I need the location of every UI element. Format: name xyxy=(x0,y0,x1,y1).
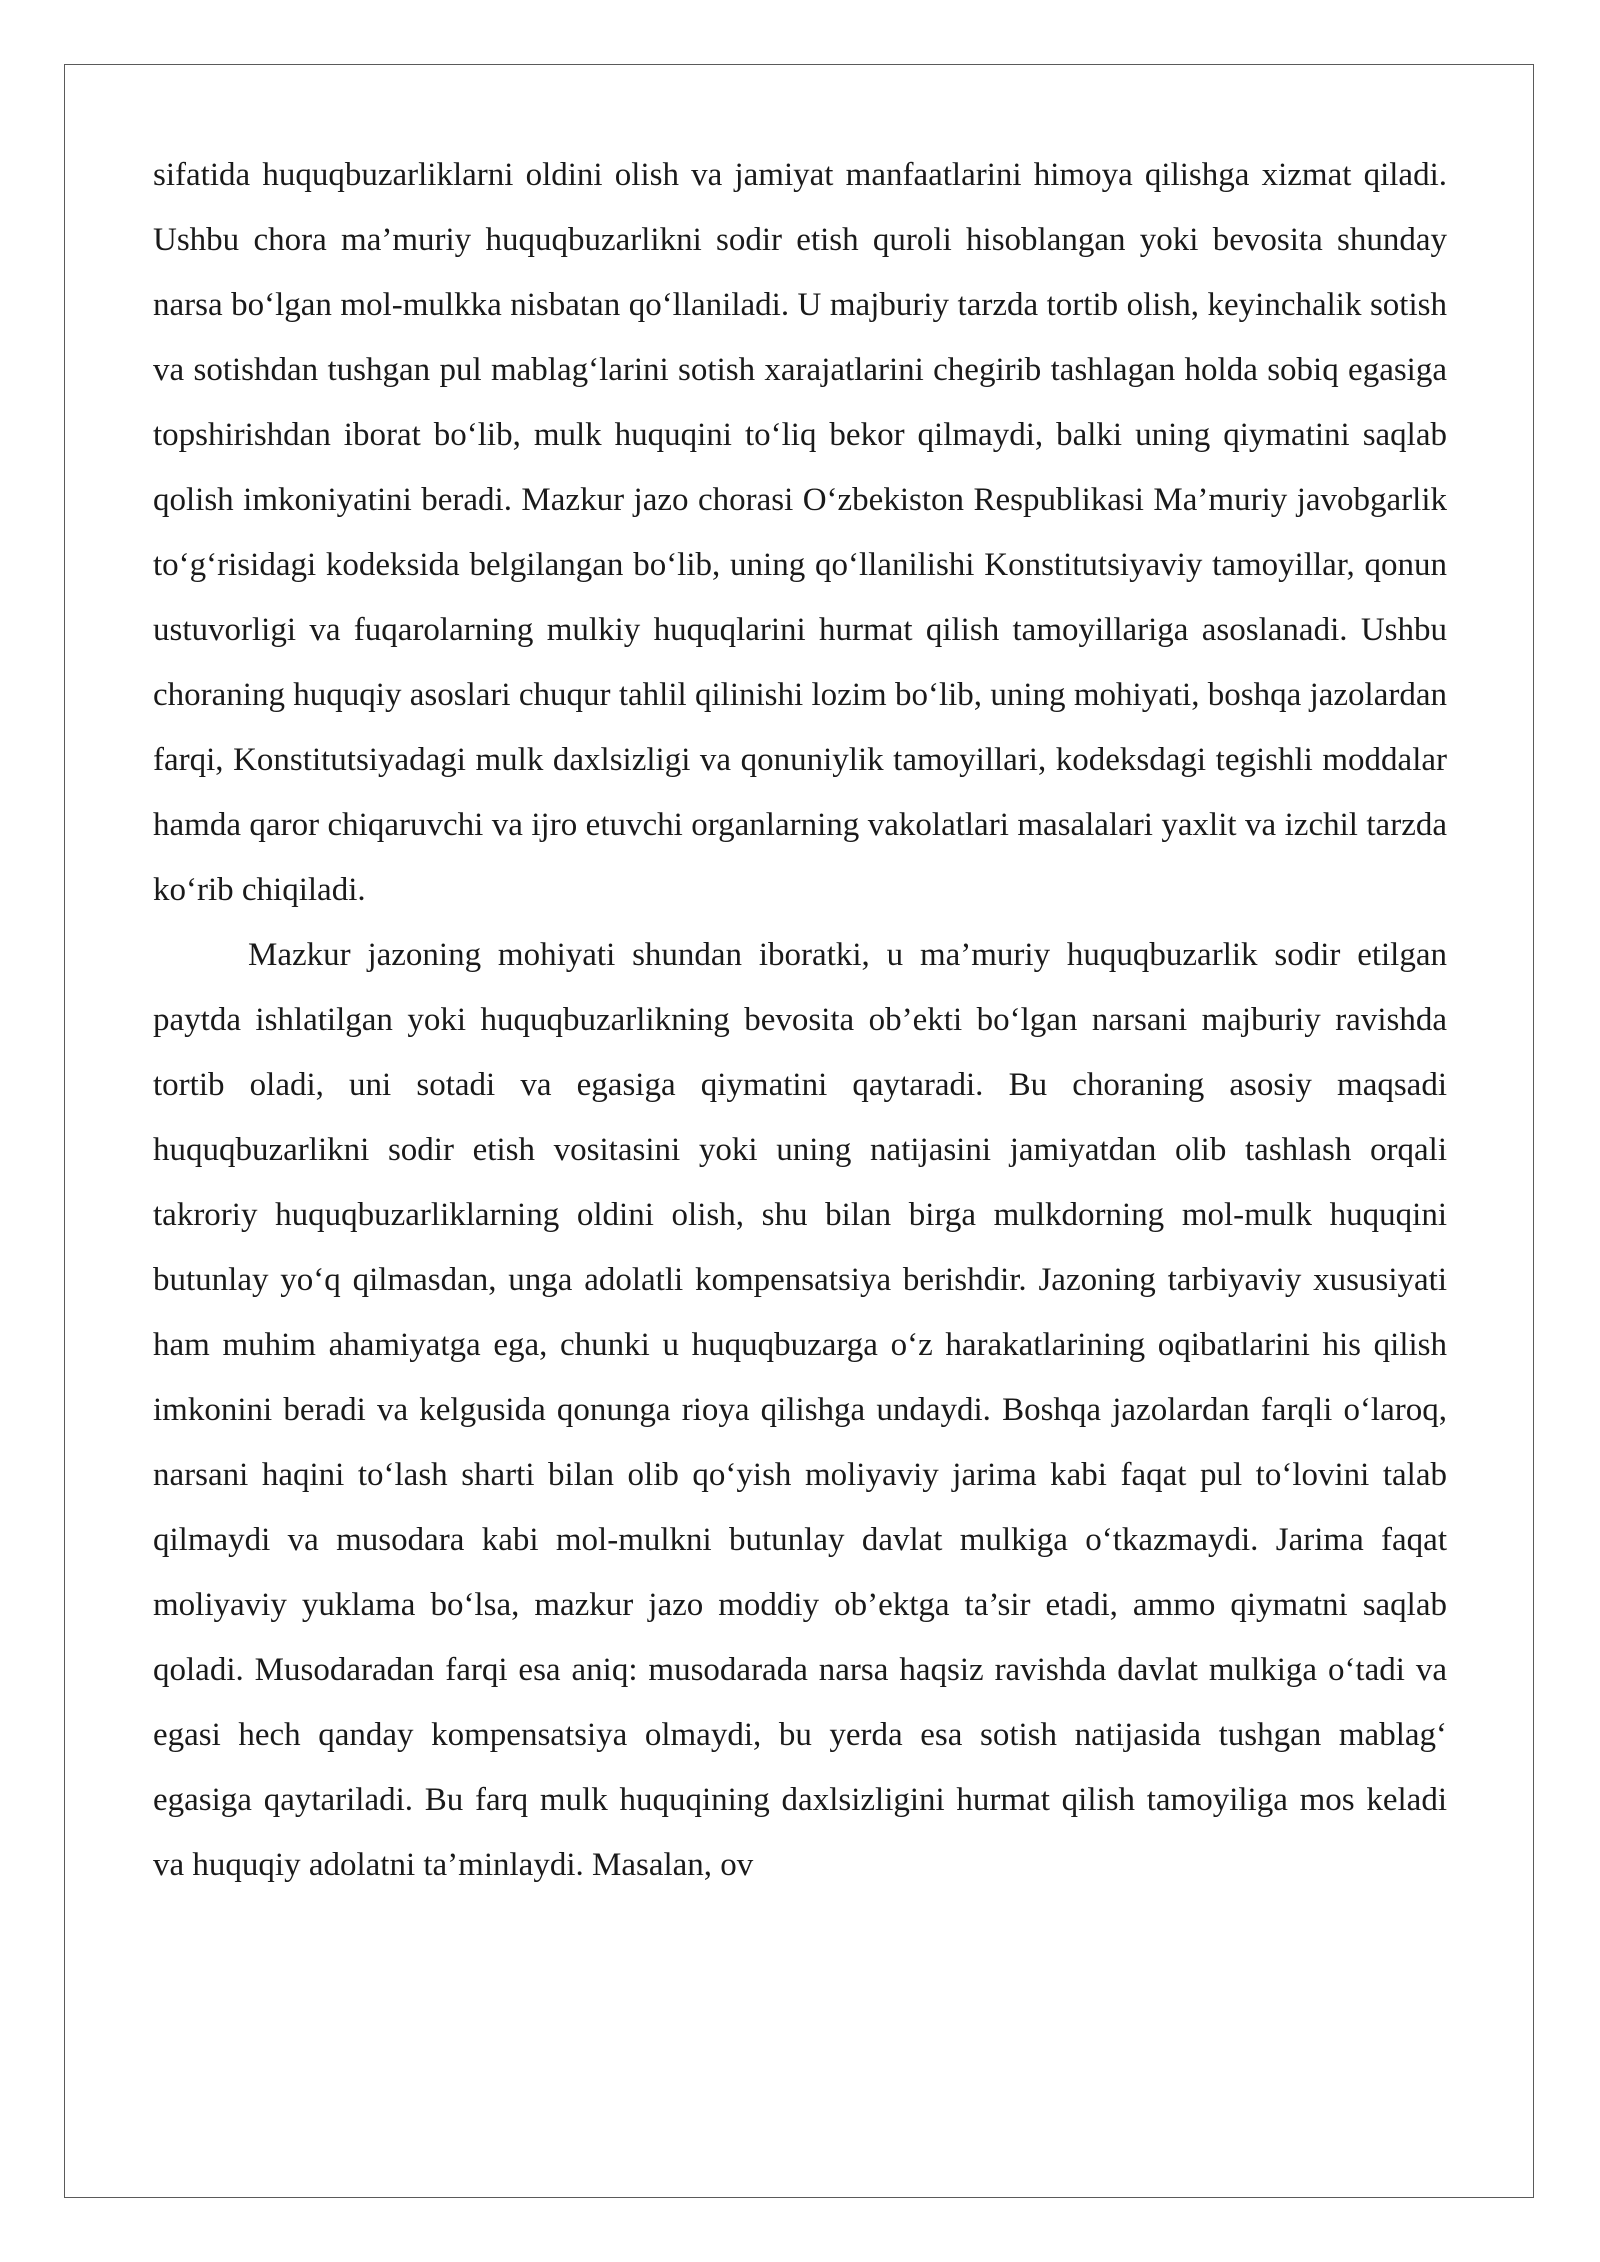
paragraph-1: sifatida huquqbuzarliklarni oldini olish va jamiyat manfaatlarini himoya qilishga xizmat qiladi. Ushbu chora ma’muriy huquqbuzarlikni sodir etish quroli hisoblangan yoki bevosita shunday narsa bo‘lgan mol-mulkka nisbatan qo‘llaniladi. U majburiy tarzda tortib olish, keyinchalik sotish va sotishdan tushgan pul mablag‘larini sotish xarajatlarini chegirib tashlagan holda sobiq egasiga topshirishdan iborat bo‘lib, mulk huquqini to‘liq bekor qilmaydi, balki uning qiymatini saqlab qolish imkoniyatini beradi. Mazkur jazo chorasi O‘zbekiston Respublikasi Ma’muriy javobgarlik to‘g‘risidagi kodeksida belgilangan bo‘lib, uning qo‘llanilishi Konstitutsiyaviy tamoyillar, qonun ustuvorligi va fuqarolarning mulkiy huquqlarini hurmat qilish tamoyillariga asoslanadi. Ushbu choraning huquqiy asoslari chuqur tahlil qilinishi lozim bo‘lib, uning mohiyati, boshqa jazolardan farqi, Konstitutsiyadagi mulk daxlsizligi va qonuniylik tamoyillari, kodeksdagi tegishli moddalar hamda qaror chiqaruvchi va ijro etuvchi organlarning vakolatlari masalalari yaxlit va izchil tarzda ko‘rib chiqiladi. xyxy=(153,157,1447,908)
paragraph-2: Mazkur jazoning mohiyati shundan iboratki, u ma’muriy huquqbuzarlik sodir etilgan paytda ishlatilgan yoki huquqbuzarlikning bevosita ob’ekti bo‘lgan narsani majburiy ravishda tortib oladi, uni sotadi va egasiga qiymatini qaytaradi. Bu choraning asosiy maqsadi huquqbuzarlikni sodir etish vositasini yoki uning natijasini jamiyatdan olib tashlash orqali takroriy huquqbuzarliklarning oldini olish, shu bilan birga mulkdorning mol-mulk huquqini butunlay yo‘q qilmasdan, unga adolatli kompensatsiya berishdir. Jazoning tarbiyaviy xususiyati ham muhim ahamiyatga ega, chunki u huquqbuzarga o‘z harakatlarining oqibatlarini his qilish imkonini beradi va kelgusida qonunga rioya qilishga undaydi. Boshqa jazolardan farqli o‘laroq, narsani haqini to‘lash sharti bilan olib qo‘yish moliyaviy jarima kabi faqat pul to‘lovini talab qilmaydi va musodara kabi mol-mulkni butunlay davlat mulkiga o‘tkazmaydi. Jarima faqat moliyaviy yuklama bo‘lsa, mazkur jazo moddiy ob’ektga ta’sir etadi, ammo qiymatni saqlab qoladi. Musodaradan farqi esa aniq: musodarada narsa haqsiz ravishda davlat mulkiga o‘tadi va egasi hech qanday kompensatsiya olmaydi, bu yerda esa sotish natijasida tushgan mablag‘ egasiga qaytariladi. Bu farq mulk huquqining daxlsizligini hurmat qilish tamoyiliga mos keladi va huquqiy adolatni ta’minlaydi. Masalan, ov xyxy=(153,937,1447,1883)
document-body xyxy=(153,143,1447,1898)
